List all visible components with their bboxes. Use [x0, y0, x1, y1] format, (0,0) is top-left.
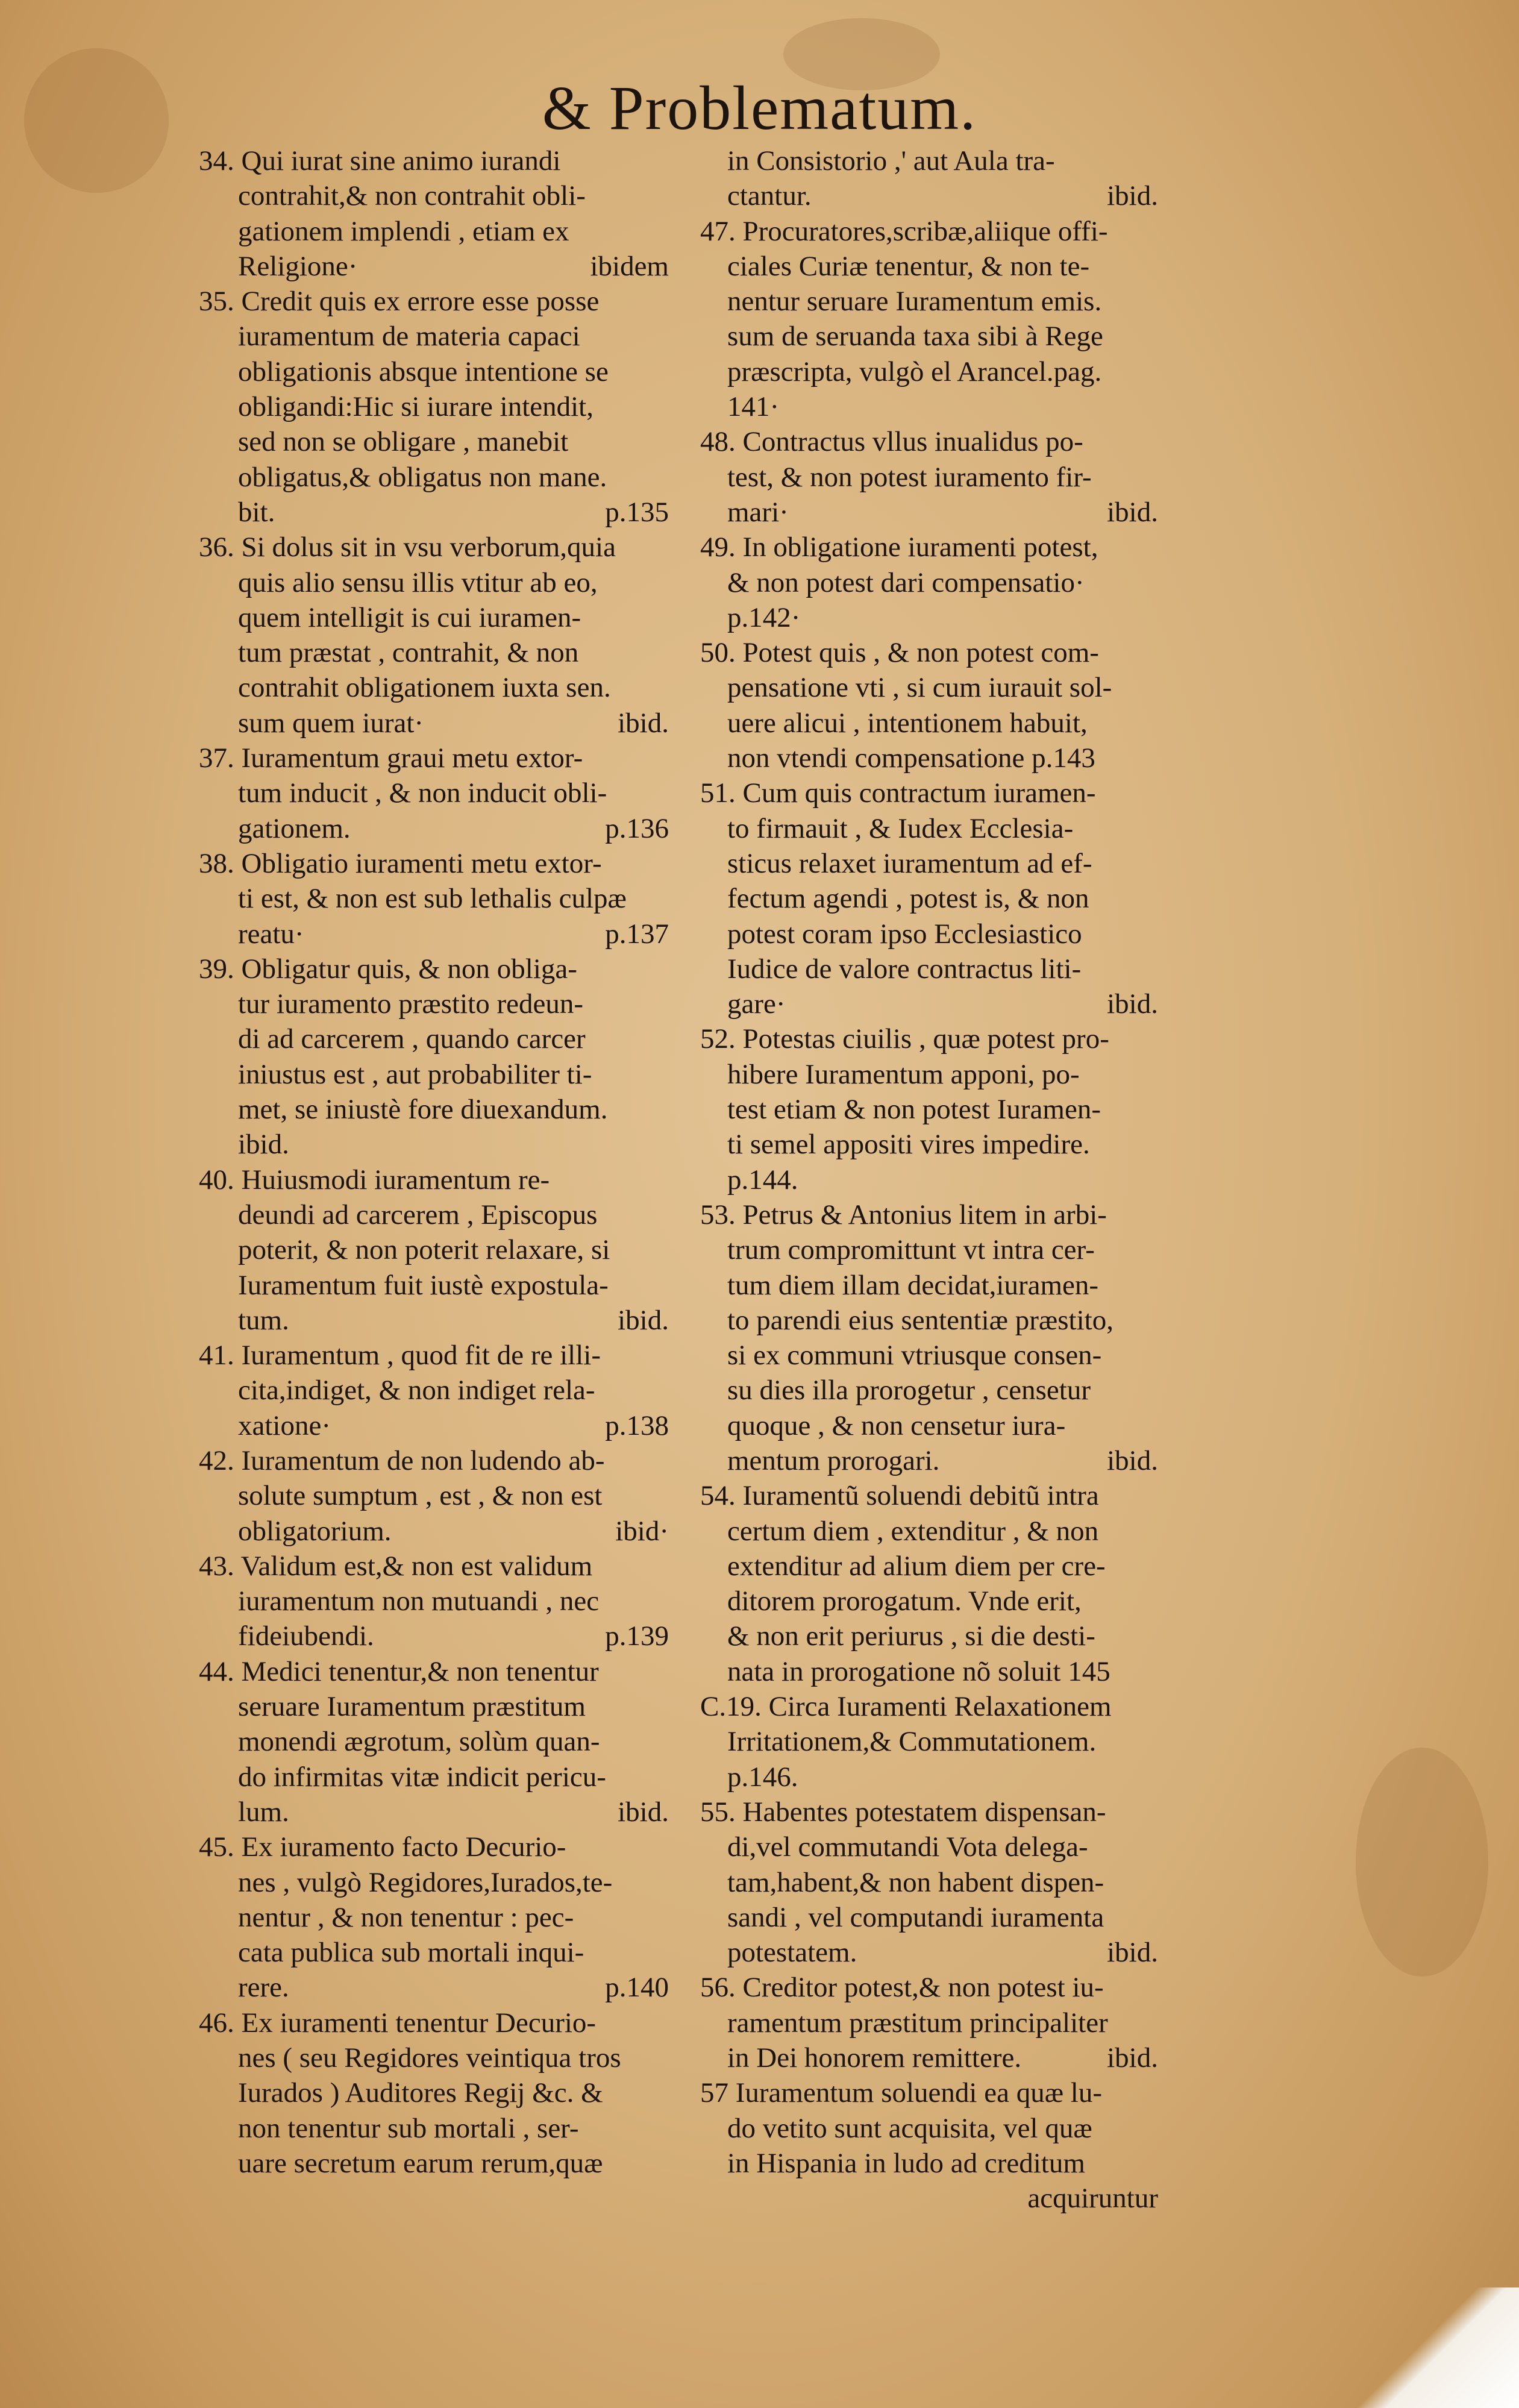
index-entry: [700, 1197, 1158, 1478]
entry-line: sed non se obligare , manebit: [238, 426, 569, 458]
entry-line: obligatus,& obligatus non mane.: [238, 461, 607, 493]
entry-line: to firmauit , & Iudex Ecclesia-: [727, 812, 1074, 844]
entry-line: obligationis absque intentione se: [238, 356, 609, 387]
right-column: [700, 143, 1158, 2216]
entry-line: & non erit periurus , si die desti-: [727, 1620, 1095, 1652]
entry-line: potestatem. ibid.: [700, 1935, 1158, 1970]
entry-line: sticus relaxet iuramentum ad ef-: [727, 847, 1092, 879]
entry-line: reatu· p.137: [199, 917, 669, 952]
entry-line: 42. Iuramentum de non ludendo ab-: [199, 1444, 605, 1476]
index-entry: [199, 2005, 669, 2181]
entry-line: 51. Cum quis contractum iuramen-: [700, 777, 1096, 809]
entry-line: certum diem , extenditur , & non: [727, 1515, 1099, 1547]
entry-line: sum quem iurat· ibid.: [199, 706, 669, 741]
entry-line: poterit, & non poterit relaxare, si: [238, 1234, 610, 1266]
entry-line: do infirmitas vitæ indicit pericu-: [238, 1761, 606, 1793]
entry-line: 49. In obligatione iuramenti potest,: [700, 531, 1098, 563]
entry-line: gare· ibid.: [700, 986, 1158, 1021]
entry-line: tam,habent,& non habent dispen-: [727, 1866, 1104, 1898]
entry-line: nentur seruare Iuramentum emis.: [727, 286, 1102, 318]
entry-line: tur iuramento præstito redeun-: [238, 988, 583, 1020]
page-reference: p.136: [605, 812, 669, 844]
index-entry: [199, 1338, 669, 1443]
entry-line: test etiam & non potest Iuramen-: [727, 1094, 1101, 1126]
entry-line: p.146.: [727, 1761, 798, 1793]
entry-line: non tenentur sub mortali , ser-: [238, 2112, 579, 2144]
entry-line: monendi ægrotum, solùm quan-: [238, 1726, 600, 1758]
index-entry: [199, 952, 669, 1162]
entry-line: test, & non potest iuramento fir-: [727, 461, 1092, 493]
index-entry: [700, 424, 1158, 530]
index-entry: [199, 1549, 669, 1654]
entry-line: 141·: [727, 391, 780, 423]
page-reference: ibid.: [1107, 988, 1158, 1020]
index-entry: [700, 1795, 1158, 1970]
index-entry: [700, 530, 1158, 635]
entry-line: iuramentum de materia capaci: [238, 321, 580, 353]
entry-line: 40. Huiusmodi iuramentum re-: [199, 1164, 550, 1196]
entry-line: 52. Potestas ciuilis , quæ potest pro-: [700, 1023, 1109, 1055]
entry-line: p.144.: [727, 1164, 798, 1196]
entry-line: hibere Iuramentum apponi, po-: [727, 1058, 1080, 1090]
entry-line: 57 Iuramentum soluendi ea quæ lu-: [700, 2077, 1102, 2109]
entry-line: tum præstat , contrahit, & non: [238, 637, 579, 669]
page-reference: ibidem: [590, 250, 669, 282]
entry-line: ctantur. ibid.: [700, 178, 1158, 213]
entry-line: non vtendi compensatione p.143: [727, 742, 1095, 774]
page-reference: ibid.: [1107, 180, 1158, 212]
entry-line: tum diem illam decidat,iuramen-: [727, 1269, 1099, 1301]
entry-line: 43. Validum est,& non est validum: [199, 1550, 593, 1582]
entry-line: 41. Iuramentum , quod fit de re illi-: [199, 1340, 601, 1372]
entry-line: quoque , & non censetur iura-: [727, 1409, 1066, 1441]
catchword-row: [700, 2181, 1158, 2216]
page-reference: p.139: [605, 1620, 669, 1652]
entry-line: uare secretum earum rerum,quæ: [238, 2147, 603, 2179]
index-entry: [199, 1162, 669, 1338]
entry-line: 48. Contractus vllus inualidus po-: [700, 426, 1083, 458]
page-reference: ibid.: [1107, 2042, 1158, 2074]
entry-line: cata publica sub mortali inqui-: [238, 1937, 584, 1969]
entry-line: solute sumptum , est , & non est: [238, 1480, 603, 1512]
entry-line: 37. Iuramentum graui metu extor-: [199, 742, 583, 774]
entry-line: C.19. Circa Iuramenti Relaxationem: [700, 1691, 1112, 1723]
entry-line: ti est, & non est sub lethalis culpæ: [238, 883, 627, 915]
entry-line: nentur , & non tenentur : pec-: [238, 1901, 574, 1933]
entry-line: rere. p.140: [199, 1970, 669, 2005]
entry-line: ti semel appositi vires impedire.: [727, 1129, 1090, 1161]
entry-line: pensatione vti , si cum iurauit sol-: [727, 672, 1112, 704]
index-entry: [700, 2075, 1158, 2181]
entry-line: obligatorium. ibid·: [199, 1514, 669, 1549]
index-entry: [700, 143, 1158, 214]
entry-line: 46. Ex iuramenti tenentur Decurio-: [199, 2007, 597, 2039]
index-entry: [199, 530, 669, 741]
entry-line: di ad carcerem , quando carcer: [238, 1023, 586, 1055]
entry-line: Religione· ibidem: [199, 249, 669, 284]
entry-line: Iudice de valore contractus liti-: [727, 953, 1082, 985]
entry-line: nes , vulgò Regidores,Iurados,te-: [238, 1866, 613, 1898]
page-reference: p.137: [605, 918, 669, 950]
entry-line: nes ( seu Regidores veintiqua tros: [238, 2042, 621, 2074]
page-reference: ibid·: [615, 1515, 669, 1547]
torn-corner: [1344, 2287, 1519, 2408]
entry-line: obligandi:Hic si iurare intendit,: [238, 391, 594, 423]
page-reference: ibid.: [1107, 496, 1158, 528]
page-reference: ibid.: [1107, 1937, 1158, 1969]
entry-line: in Hispania in ludo ad creditum: [727, 2147, 1085, 2179]
entry-line: 55. Habentes potestatem dispensan-: [700, 1796, 1106, 1828]
entry-line: extenditur ad alium diem per cre-: [727, 1550, 1106, 1582]
entry-line: præscripta, vulgò el Arancel.pag.: [727, 356, 1102, 387]
entry-line: in Consistorio ,' aut Aula tra-: [727, 145, 1055, 177]
entry-line: Iuramentum fuit iustè expostula-: [238, 1269, 609, 1301]
entry-line: 56. Creditor potest,& non potest iu-: [700, 1972, 1104, 2004]
entry-line: in Dei honorem remittere. ibid.: [700, 2040, 1158, 2075]
entry-line: 36. Si dolus sit in vsu verborum,quia: [199, 531, 616, 563]
entry-line: quis alio sensu illis vtitur ab eo,: [238, 566, 598, 598]
index-entry: [199, 1654, 669, 1830]
entry-line: xatione· p.138: [199, 1408, 669, 1443]
page-reference: ibid.: [618, 1304, 669, 1336]
entry-line: 35. Credit quis ex errore esse posse: [199, 286, 600, 318]
entry-line: quem intelligit is cui iuramen-: [238, 601, 581, 633]
entry-line: contrahit obligationem iuxta sen.: [238, 672, 611, 704]
entry-line: tum. ibid.: [199, 1303, 669, 1338]
entry-line: uere alicui , intentionem habuit,: [727, 707, 1088, 739]
entry-line: si ex communi vtriusque consen-: [727, 1340, 1102, 1372]
entry-line: 44. Medici tenentur,& non tenentur: [199, 1655, 599, 1687]
entry-line: to parendi eius sententiæ præstito,: [727, 1304, 1113, 1336]
left-column: [199, 143, 669, 2181]
entry-line: trum compromittunt vt intra cer-: [727, 1234, 1095, 1266]
entry-line: iniustus est , aut probabiliter ti-: [238, 1058, 592, 1090]
entry-line: contrahit,& non contrahit obli-: [238, 180, 586, 212]
entry-line: ibid.: [238, 1129, 289, 1161]
entry-line: sandi , vel computandi iuramenta: [727, 1901, 1104, 1933]
entry-line: di,vel commutandi Vota delega-: [727, 1831, 1088, 1863]
index-entry: [700, 776, 1158, 1021]
entry-line: potest coram ipso Ecclesiastico: [727, 918, 1082, 950]
entry-line: gationem implendi , etiam ex: [238, 215, 569, 247]
page-reference: p.140: [605, 1972, 669, 2004]
page-reference: p.138: [605, 1409, 669, 1441]
entry-line: 39. Obligatur quis, & non obliga-: [199, 953, 577, 985]
entry-line: 54. Iuramentũ soluendi debitũ intra: [700, 1480, 1099, 1512]
entry-line: bit. p.135: [199, 495, 669, 530]
entry-line: Iurados ) Auditores Regij &c. &: [238, 2077, 603, 2109]
entry-line: gationem. p.136: [199, 811, 669, 846]
index-entry: [199, 846, 669, 952]
entry-line: su dies illa prorogetur , censetur: [727, 1375, 1091, 1406]
entry-line: 38. Obligatio iuramenti metu extor-: [199, 847, 602, 879]
entry-line: lum. ibid.: [199, 1795, 669, 1830]
entry-line: seruare Iuramentum præstitum: [238, 1691, 586, 1723]
entry-line: & non potest dari compensatio·: [727, 566, 1085, 598]
entry-line: met, se iniustè fore diuexandum.: [238, 1094, 608, 1126]
page-reference: ibid.: [618, 707, 669, 739]
page-reference: ibid.: [1107, 1444, 1158, 1476]
index-entry: [700, 214, 1158, 425]
index-entry: [199, 1443, 669, 1549]
entry-line: ditorem prorogatum. Vnde erit,: [727, 1585, 1082, 1617]
page-reference: p.135: [605, 496, 669, 528]
entry-line: fideiubendi. p.139: [199, 1619, 669, 1654]
paper-stain: [1356, 1748, 1488, 1977]
entry-line: mari· ibid.: [700, 495, 1158, 530]
entry-line: 45. Ex iuramento facto Decurio-: [199, 1831, 566, 1863]
index-entry: [700, 635, 1158, 776]
entry-line: p.142·: [727, 601, 801, 633]
entry-line: Irritationem,& Commutationem.: [727, 1726, 1097, 1758]
entry-line: 50. Potest quis , & non potest com-: [700, 637, 1099, 669]
page-reference: ibid.: [618, 1796, 669, 1828]
entry-line: sum de seruanda taxa sibi à Rege: [727, 321, 1103, 353]
index-entry: [199, 143, 669, 284]
index-entry: [199, 1830, 669, 2005]
entry-line: 34. Qui iurat sine animo iurandi: [199, 145, 561, 177]
entry-line: iuramentum non mutuandi , nec: [238, 1585, 600, 1617]
entry-line: 47. Procuratores,scribæ,aliique offi-: [700, 215, 1108, 247]
index-entry: [700, 1021, 1158, 1197]
entry-line: ciales Curiæ tenentur, & non te-: [727, 250, 1090, 282]
index-entry: [199, 741, 669, 846]
entry-line: deundi ad carcerem , Episcopus: [238, 1199, 598, 1231]
entry-line: do vetito sunt acquisita, vel quæ: [727, 2112, 1092, 2144]
index-entry: [700, 1970, 1158, 2075]
entry-line: tum inducit , & non inducit obli-: [238, 777, 607, 809]
running-header: & Problematum.: [542, 74, 977, 143]
catchword: acquiruntur: [1027, 2183, 1158, 2215]
index-entry: [199, 284, 669, 530]
index-entry: [700, 1478, 1158, 1689]
entry-line: mentum prorogari. ibid.: [700, 1443, 1158, 1478]
entry-line: ramentum præstitum principaliter: [727, 2007, 1108, 2039]
entry-line: nata in prorogatione nõ soluit 145: [727, 1655, 1110, 1687]
entry-line: fectum agendi , potest is, & non: [727, 883, 1089, 915]
entry-line: cita,indiget, & non indiget rela-: [238, 1375, 595, 1406]
entry-line: 53. Petrus & Antonius litem in arbi-: [700, 1199, 1107, 1231]
index-entry: [700, 1689, 1158, 1795]
